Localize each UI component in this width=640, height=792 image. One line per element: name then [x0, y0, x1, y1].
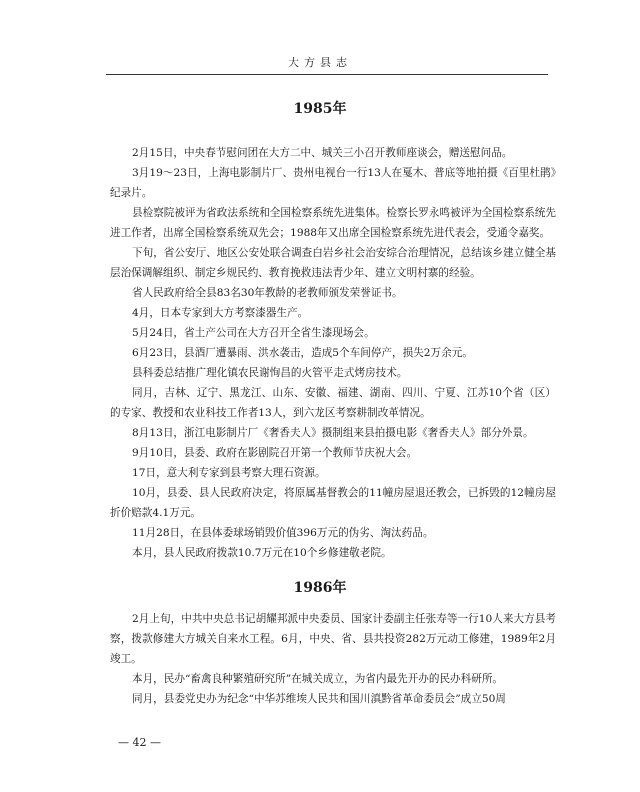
paragraph: 10月，县委、县人民政府决定，将原属基督教会的11幢房屋退还教会，已拆毁的12幢房屋折价赔款4.1万元。 — [110, 487, 556, 519]
paragraph: 本月，民办“畜禽良种繁殖研究所”在城关成立，为省内最先开办的民办科研所。 — [132, 673, 504, 685]
paragraph: 3月19～23日，上海电影制片厂、贵州电视台一行13人在戛木、普底等地拍摄《百里杜鹃》纪录片。 — [110, 167, 556, 199]
paragraph: 县检察院被评为省政法系统和全国检察系统先进集体。检察长罗永鸣被评为全国检察系统先进工作者，出席全国检察系统双先会；1988年又出席全国检察系统先进代表会，受通令嘉奖。 — [110, 207, 556, 239]
page-number: — 42 — — [118, 736, 161, 749]
paragraph: 本月，县人民政府拨款10.7万元在10个乡修建敬老院。 — [132, 547, 392, 559]
paragraph: 2月15日，中央春节慰问团在大方二中、城关三小召开教师座谈会，赠送慰问品。 — [132, 147, 513, 159]
paragraph: 8月13日，浙江电影制片厂《奢香夫人》摄制组来县拍摄电影《奢香夫人》部分外景。 — [132, 427, 534, 439]
section-title-1986: 1986年 — [293, 580, 347, 596]
running-header: 大方县志 — [288, 56, 352, 69]
paragraph: 9月10日，县委、政府在影剧院召开第一个教师节庆祝大会。 — [132, 447, 418, 459]
section-title-1985: 1985年 — [293, 101, 347, 117]
paragraph: 同月，县委党史办为纪念“中华苏维埃人民共和国川滇黔省革命委员会”成立50周 — [132, 693, 506, 705]
paragraph: 11月28日，在县体委球场销毁价值396万元的伪劣、淘汰药品。 — [132, 527, 434, 539]
header-rule — [106, 74, 548, 75]
paragraph: 省人民政府给全县83名30年教龄的老教师颁发荣誉证书。 — [132, 287, 403, 299]
paragraph: 县科委总结推广理化镇农民谢恂昌的火管平走式烤房技术。 — [132, 367, 408, 379]
paragraph: 6月23日，县酒厂遭暴雨、洪水袭击，造成5个车间停产，损失2万余元。 — [132, 347, 473, 359]
paragraph: 5月24日，省土产公司在大方召开全省生漆现场会。 — [132, 327, 375, 339]
paragraph: 下旬，省公安厅、地区公安处联合调查白岩乡社会治安综合治理情况，总结该乡建立健全基层治保调解组织、制定乡规民约、教育挽救违法青少年、建立文明村寨的经验。 — [110, 247, 556, 279]
paragraph: 同月，吉林、辽宁、黑龙江、山东、安徽、福建、湖南、四川、宁夏、江苏10个省（区）的专家、教授和农业科技工作者13人，到六龙区考察耕制改革情况。 — [110, 387, 556, 419]
paragraph: 17日，意大利专家到县考察大理石资源。 — [132, 467, 326, 479]
paragraph: 2月上旬，中共中央总书记胡耀邦派中央委员、国家计委副主任张寿等一行10人来大方县考察，拨款修建大方城关自来水工程。6月，中央、省、县共投资282万元动工修建，1989年2月竣工。 — [110, 613, 556, 665]
paragraph: 4月，日本专家到大方考察漆器生产。 — [132, 307, 309, 319]
